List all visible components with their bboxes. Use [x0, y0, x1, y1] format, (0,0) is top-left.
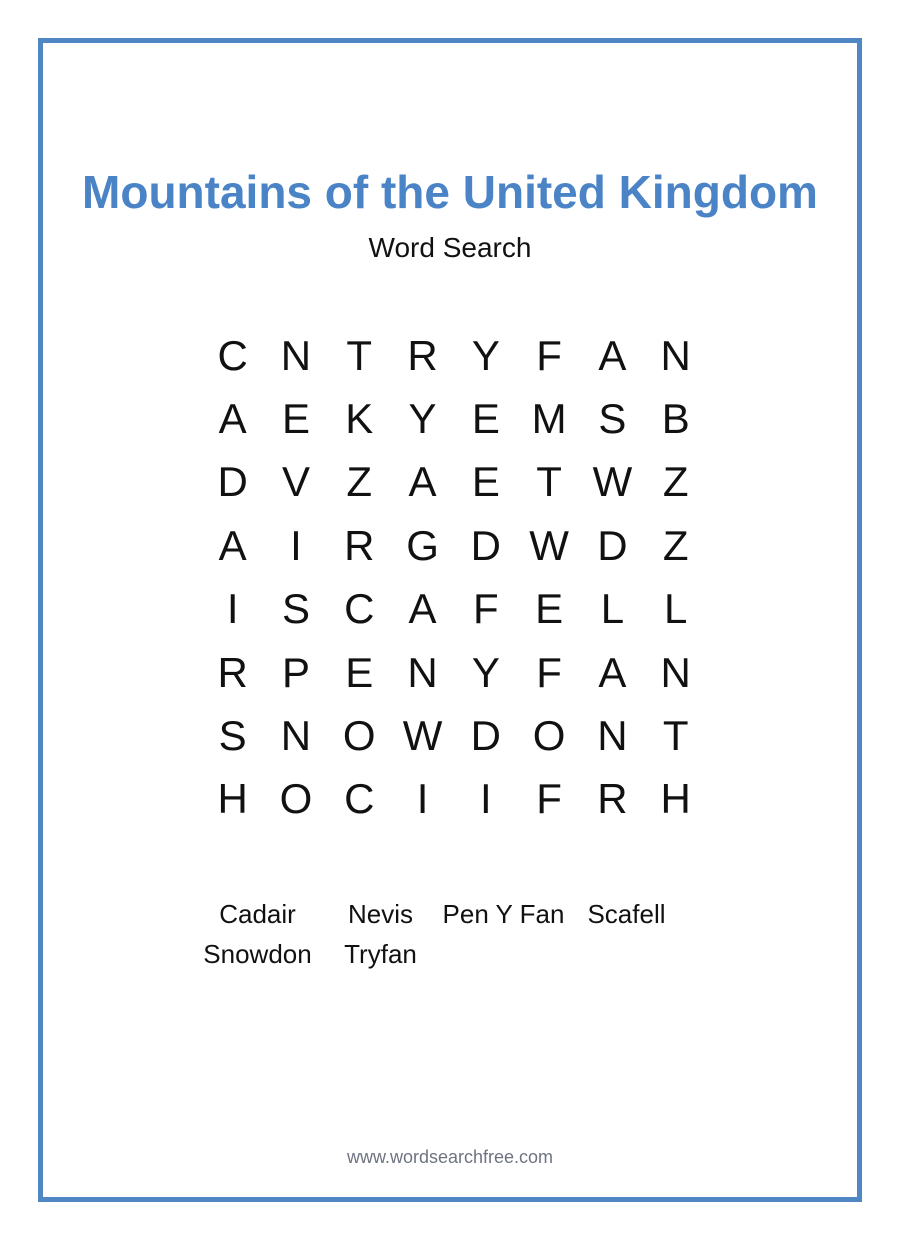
grid-cell-r4c6: W — [529, 521, 569, 569]
word-list-item: Tryfan — [344, 939, 417, 969]
grid-cell-r8c3: C — [344, 775, 375, 823]
word-list-item: Snowdon — [203, 939, 312, 969]
grid-cell-r5c6: E — [535, 585, 564, 633]
grid-cell-r3c5: E — [471, 458, 500, 506]
grid-cell-r2c7: S — [598, 395, 627, 443]
grid-cell-r7c2: N — [280, 712, 312, 760]
grid-cell-r4c8: Z — [662, 521, 689, 569]
grid-cell-r4c3: R — [344, 521, 375, 569]
grid-cell-r6c8: N — [660, 648, 691, 696]
grid-cell-r5c3: C — [344, 585, 375, 633]
grid-cell-r1c8: N — [660, 331, 691, 379]
grid-cell-r6c5: Y — [471, 648, 500, 696]
grid-cell-r4c1: A — [218, 521, 247, 569]
grid-cell-r5c4: A — [408, 585, 437, 633]
word-list-item: Pen Y Fan — [442, 899, 565, 929]
grid-cell-r8c2: O — [279, 775, 313, 823]
grid-cell-r3c2: V — [281, 458, 310, 506]
word-list-item: Scafell — [587, 899, 666, 929]
grid-cell-r8c1: H — [217, 775, 248, 823]
grid-cell-r3c4: A — [408, 458, 437, 506]
grid-cell-r4c2: I — [290, 521, 302, 569]
grid-cell-r5c2: S — [281, 585, 310, 633]
grid-cell-r1c7: A — [598, 331, 627, 379]
grid-cell-r5c7: L — [600, 585, 625, 633]
grid-cell-r6c3: E — [345, 648, 374, 696]
grid-cell-r2c3: K — [345, 395, 374, 443]
letter-grid — [201, 324, 707, 831]
grid-cell-r8c8: H — [660, 775, 691, 823]
grid-cell-r6c1: R — [217, 648, 248, 696]
grid-cell-r2c6: M — [531, 395, 567, 443]
grid-cell-r4c7: D — [597, 521, 628, 569]
grid-cell-r6c6: F — [536, 648, 562, 696]
grid-cell-r1c2: N — [280, 331, 312, 379]
grid-cell-r6c2: P — [281, 648, 310, 696]
grid-cell-r7c3: O — [342, 712, 376, 760]
footer-url: www.wordsearchfree.com — [346, 1147, 554, 1167]
grid-cell-r5c8: L — [664, 585, 688, 633]
grid-cell-r1c6: F — [536, 331, 562, 379]
grid-cell-r4c5: D — [470, 521, 501, 569]
word-list — [196, 894, 688, 974]
grid-cell-r3c6: T — [536, 458, 562, 506]
grid-cell-r6c7: A — [598, 648, 627, 696]
grid-cell-r8c6: F — [536, 775, 562, 823]
grid-cell-r6c4: N — [407, 648, 438, 696]
puzzle-subtitle: Word Search — [368, 232, 532, 263]
grid-cell-r2c5: E — [471, 395, 500, 443]
grid-cell-r7c4: W — [402, 712, 443, 760]
grid-cell-r4c4: G — [406, 521, 439, 569]
grid-cell-r8c7: R — [597, 775, 628, 823]
grid-cell-r2c4: Y — [408, 395, 437, 443]
grid-cell-r7c5: D — [470, 712, 501, 760]
grid-cell-r3c1: D — [217, 458, 248, 506]
word-list-item: Nevis — [347, 899, 413, 929]
grid-cell-r7c6: O — [532, 712, 566, 760]
grid-cell-r1c1: C — [217, 331, 248, 379]
grid-cell-r1c4: R — [407, 331, 438, 379]
grid-cell-r8c4: I — [416, 775, 429, 823]
grid-cell-r7c1: S — [218, 712, 247, 760]
puzzle-title: Mountains of the United Kingdom — [82, 166, 818, 218]
word-list-item: Cadair — [219, 899, 296, 929]
grid-cell-r3c7: W — [592, 458, 633, 506]
grid-cell-r3c3: Z — [346, 458, 373, 506]
grid-cell-r5c1: I — [226, 585, 239, 633]
grid-cell-r2c2: E — [281, 395, 310, 443]
grid-cell-r5c5: F — [473, 585, 499, 633]
grid-cell-r2c8: B — [661, 395, 690, 443]
grid-cell-r8c5: I — [480, 775, 492, 823]
grid-cell-r2c1: A — [218, 395, 247, 443]
grid-cell-r7c8: T — [662, 712, 689, 760]
grid-cell-r1c3: T — [346, 331, 373, 379]
grid-cell-r7c7: N — [597, 712, 628, 760]
grid-cell-r3c8: Z — [662, 458, 689, 506]
grid-cell-r1c5: Y — [471, 331, 500, 379]
